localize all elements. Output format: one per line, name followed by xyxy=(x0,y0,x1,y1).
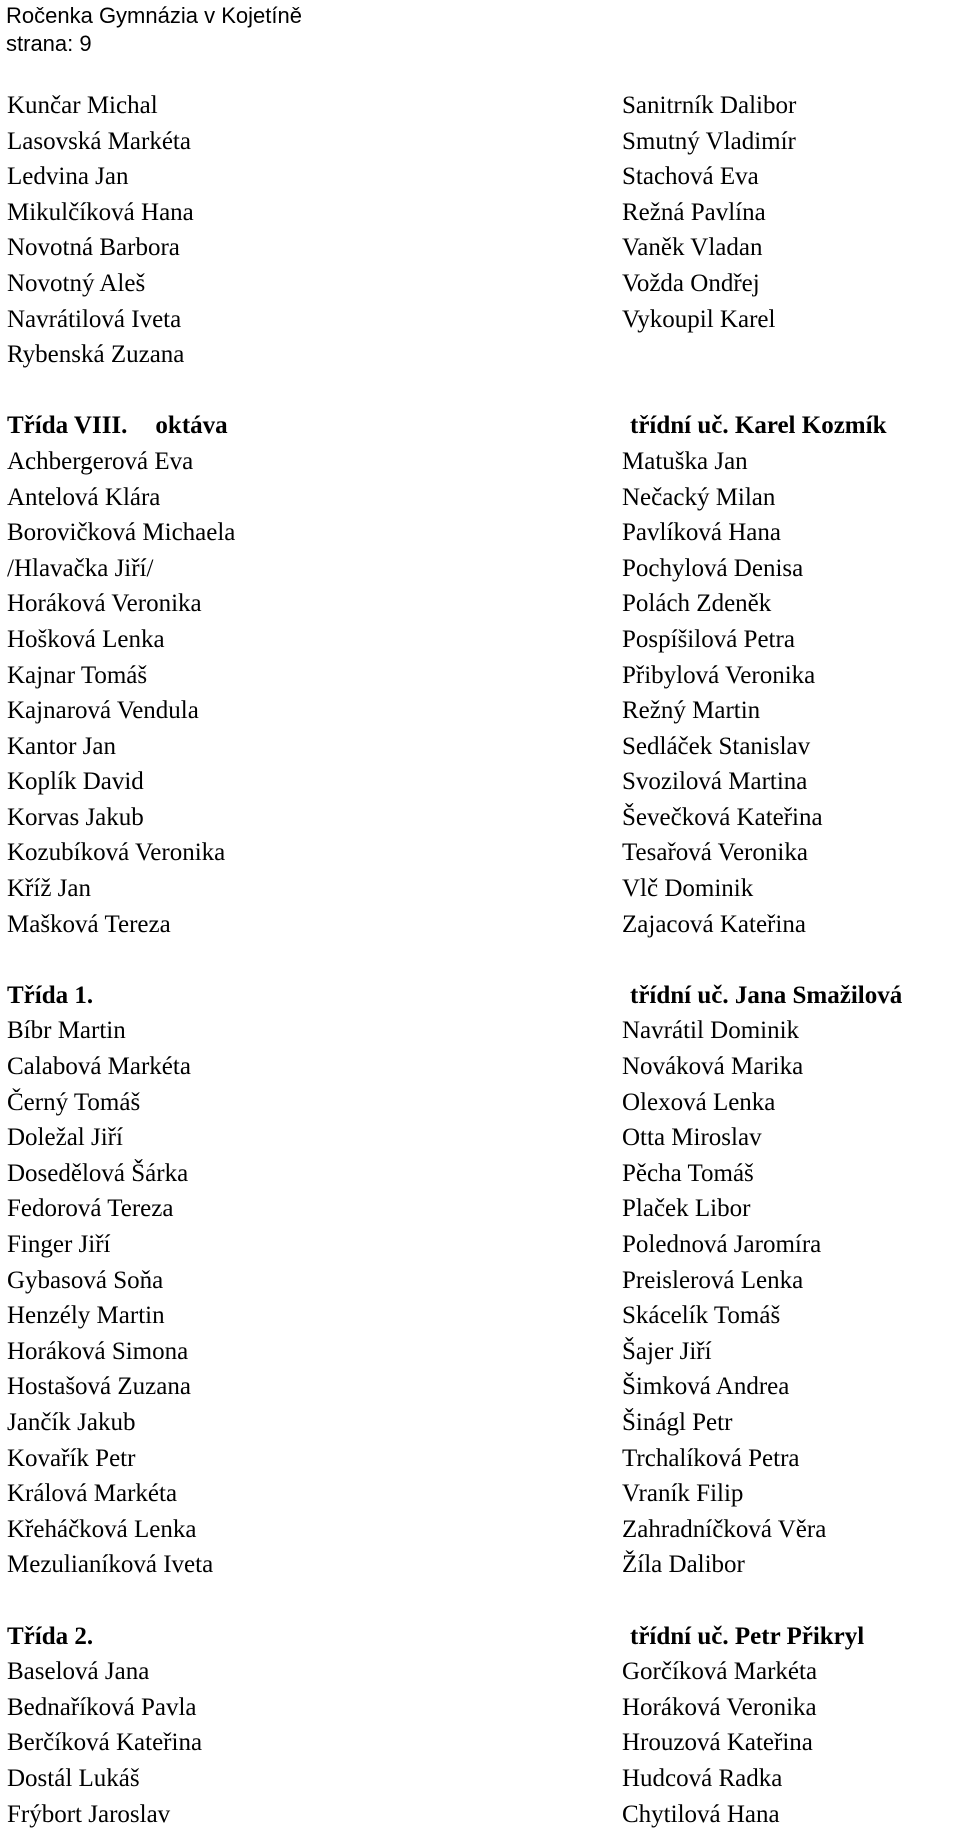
student-name: Lasovská Markéta xyxy=(7,127,191,155)
student-name: Křeháčková Lenka xyxy=(7,1515,197,1543)
student-name: Finger Jiří xyxy=(7,1231,111,1258)
blank-line xyxy=(7,373,597,409)
student-name: Vykoupil Karel xyxy=(622,305,776,333)
student-name: Hrouzová Kateřina xyxy=(622,1729,813,1757)
student-name: Vožda Ondřej xyxy=(622,269,760,297)
blank-line xyxy=(622,1583,952,1619)
student-name: Borovičková Michaela xyxy=(7,519,236,547)
student-name: Mašková Tereza xyxy=(7,910,171,938)
document-title: Ročenka Gymnázia v Kojetíně xyxy=(6,3,302,28)
class-heading-suffix: oktáva xyxy=(155,412,228,440)
class-heading xyxy=(622,408,952,444)
student-name: Skácelík Tomáš xyxy=(622,1302,781,1330)
student-name: Černý Tomáš xyxy=(7,1088,141,1116)
student-name: Svozilová Martina xyxy=(622,768,808,796)
student-name: Koplík David xyxy=(7,768,144,796)
blank-line xyxy=(622,373,952,409)
student-name: Kantor Jan xyxy=(7,732,116,760)
student-name: Žíla Dalibor xyxy=(622,1551,745,1579)
student-name: Šinágl Petr xyxy=(622,1408,733,1436)
student-name: Plaček Libor xyxy=(622,1195,751,1223)
student-name: Šajer Jiří xyxy=(622,1337,712,1365)
student-name: Zajacová Kateřina xyxy=(622,910,806,938)
blank-line xyxy=(622,337,952,373)
student-name: Vlč Dominik xyxy=(622,875,754,903)
student-name: Režný Martin xyxy=(622,697,761,725)
student-name: Calabová Markéta xyxy=(7,1053,191,1081)
student-name: Doležal Jiří xyxy=(7,1124,123,1152)
student-name: Zahradníčková Věra xyxy=(622,1515,827,1543)
student-name: Kovařík Petr xyxy=(7,1444,136,1472)
student-name: Stachová Eva xyxy=(622,163,759,191)
blank-line xyxy=(622,942,952,978)
student-name: Jančík Jakub xyxy=(7,1408,136,1436)
student-name: Korvas Jakub xyxy=(7,803,144,831)
student-name: Režná Pavlína xyxy=(622,198,766,226)
student-name: Kříž Jan xyxy=(7,875,91,903)
student-name: Rybenská Zuzana xyxy=(7,341,185,369)
student-name: Ledvina Jan xyxy=(7,163,129,191)
student-name: Vraník Filip xyxy=(622,1480,744,1508)
student-name: Novotný Aleš xyxy=(7,269,146,297)
class-heading-text: třídní uč. Karel Kozmík xyxy=(630,412,887,440)
student-name: Tesařová Veronika xyxy=(622,839,808,867)
student-name: Kozubíková Veronika xyxy=(7,839,226,867)
student-name: Frýbort Jaroslav xyxy=(7,1800,171,1828)
student-name: Berčíková Kateřina xyxy=(7,1729,203,1757)
student-name: Smutný Vladimír xyxy=(622,127,796,155)
student-name: Mikulčíková Hana xyxy=(7,198,194,226)
student-name: Mezulianíková Iveta xyxy=(7,1551,214,1579)
student-name: Sanitrník Dalibor xyxy=(622,92,797,119)
student-name: Henzély Martin xyxy=(7,1302,165,1330)
class-heading xyxy=(622,1619,952,1655)
class-heading xyxy=(7,1619,597,1655)
student-name: Gorčíková Markéta xyxy=(622,1658,818,1686)
student-name: Polednová Jaromíra xyxy=(622,1231,822,1258)
student-name: Nováková Marika xyxy=(622,1053,804,1081)
student-name: Chytilová Hana xyxy=(622,1800,780,1828)
class-heading-text: Třída 1. xyxy=(7,981,94,1009)
blank-line xyxy=(7,942,597,978)
student-name: Matuška Jan xyxy=(622,447,748,475)
student-name: Hostašová Zuzana xyxy=(7,1373,191,1401)
student-name: Přibylová Veronika xyxy=(622,661,816,689)
page-number: strana: 9 xyxy=(6,31,92,56)
student-name: Sedláček Stanislav xyxy=(622,732,811,760)
class-heading xyxy=(622,978,952,1014)
student-name: Pospíšilová Petra xyxy=(622,625,795,653)
student-name: Dostál Lukáš xyxy=(7,1764,140,1792)
left-column xyxy=(7,88,597,1832)
right-column xyxy=(622,88,952,1832)
student-name: Fedorová Tereza xyxy=(7,1195,174,1223)
student-name: Kajnar Tomáš xyxy=(7,661,148,689)
student-name: Ševečková Kateřina xyxy=(622,803,823,831)
student-name: Horáková Veronika xyxy=(7,590,202,618)
student-name: Navrátil Dominik xyxy=(622,1017,800,1045)
student-name: Antelová Klára xyxy=(7,483,161,511)
student-name: Hudcová Radka xyxy=(622,1764,783,1792)
student-name: Dosedělová Šárka xyxy=(7,1159,189,1187)
student-name: Navrátilová Iveta xyxy=(7,305,182,333)
student-name: Hošková Lenka xyxy=(7,625,165,653)
class-heading-text: Třída VIII. xyxy=(7,412,128,440)
student-name: Pěcha Tomáš xyxy=(622,1159,754,1187)
student-name: /Hlavačka Jiří/ xyxy=(7,554,154,582)
student-name: Horáková Simona xyxy=(7,1337,189,1365)
student-name: Kunčar Michal xyxy=(7,92,158,119)
student-name: Bíbr Martin xyxy=(7,1017,126,1045)
student-name: Gybasová Soňa xyxy=(7,1266,164,1294)
student-name: Otta Miroslav xyxy=(622,1124,762,1152)
blank-line xyxy=(7,1583,597,1619)
student-name: Bednaříková Pavla xyxy=(7,1693,197,1721)
student-name: Nečacký Milan xyxy=(622,483,776,511)
class-heading-text: třídní uč. Petr Přikryl xyxy=(630,1622,865,1650)
student-name: Olexová Lenka xyxy=(622,1088,776,1116)
class-heading xyxy=(7,978,597,1014)
student-name: Králová Markéta xyxy=(7,1480,178,1508)
student-name: Pavlíková Hana xyxy=(622,519,781,547)
student-name: Šimková Andrea xyxy=(622,1373,790,1401)
student-name: Baselová Jana xyxy=(7,1658,150,1686)
student-name: Polách Zdeněk xyxy=(622,590,772,618)
class-heading-text: Třída 2. xyxy=(7,1622,94,1650)
class-heading xyxy=(7,408,597,444)
student-name: Achbergerová Eva xyxy=(7,447,194,475)
page-header xyxy=(6,2,302,58)
student-name: Pochylová Denisa xyxy=(622,554,804,582)
student-name: Kajnarová Vendula xyxy=(7,697,199,725)
student-name: Novotná Barbora xyxy=(7,234,180,262)
student-name: Horáková Veronika xyxy=(622,1693,817,1721)
student-name: Trchalíková Petra xyxy=(622,1444,800,1472)
student-name: Preislerová Lenka xyxy=(622,1266,804,1294)
student-name: Vaněk Vladan xyxy=(622,234,763,262)
class-heading-text: třídní uč. Jana Smažilová xyxy=(630,981,903,1009)
